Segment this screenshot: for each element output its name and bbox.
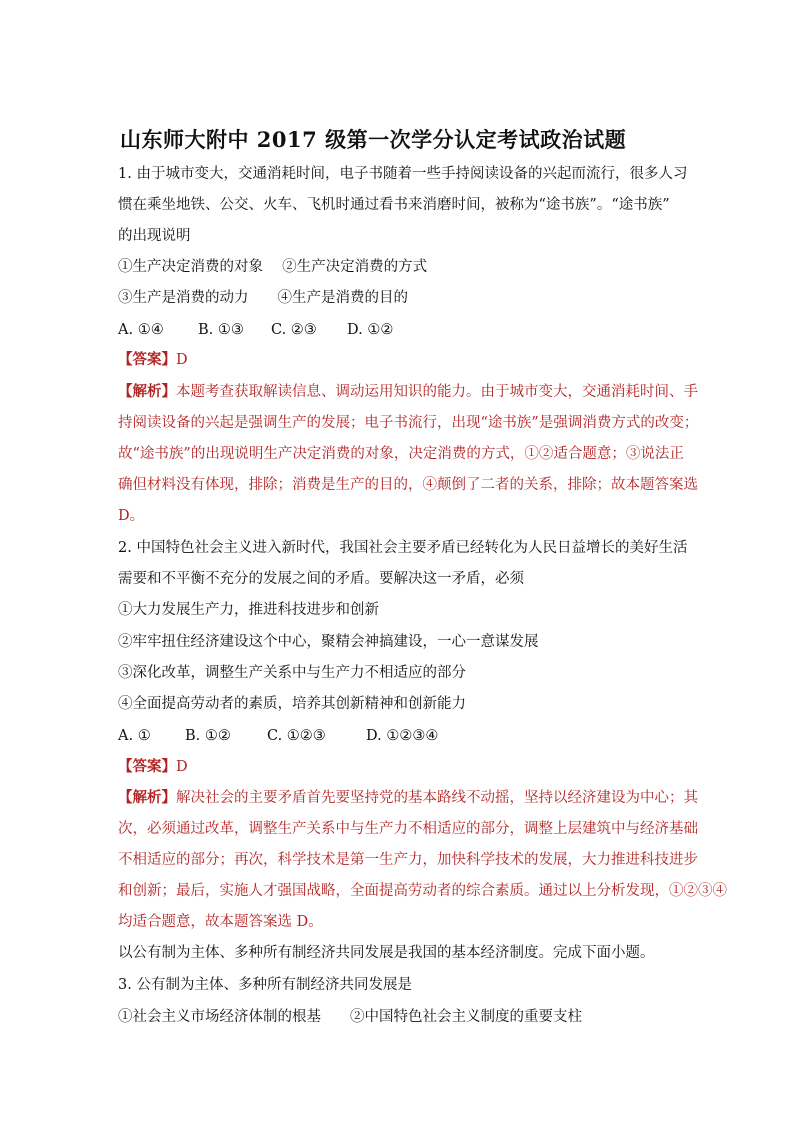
q3-intro: 以公有制为主体、多种所有制经济共同发展是我国的基本经济制度。完成下面小题。 [118,945,655,961]
q2-analysis-line-2: 次，必须通过改革，调整生产关系中与生产力不相适应的部分，调整上层建筑中与经济基础 [118,821,698,837]
q2-item-2: ②牢牢扭住经济建设这个中心，聚精会神搞建设，一心一意谋发展 [118,634,539,650]
q1-analysis-line-1 [118,382,698,402]
q2-item-1: ①大力发展生产力，推进科技进步和创新 [118,602,379,618]
q3-stem: 3. 公有制为主体、多种所有制经济共同发展是 [118,977,412,993]
q2-item-3: ③深化改革，调整生产关系中与生产力不相适应的部分 [118,665,466,681]
q1-analysis-label: 【解析】 [118,383,176,400]
q2-analysis-line-4: 和创新；最后，实施人才强国战略，全面提高劳动者的综合素质。通过以上分析发现，①②③④ [118,883,727,899]
q1-analysis-line-4: 确但材料没有体现，排除；消费是生产的目的，④颠倒了二者的关系，排除；故本题答案选 [118,477,698,493]
q2-analysis-line-1 [118,788,698,808]
q1-option-b: B. ①③ [198,322,244,338]
q2-options [118,726,438,746]
q2-item-4: ④全面提高劳动者的素质，培养其创新精神和创新能力 [118,696,466,712]
q1-item-1: ①生产决定消费的对象 ②生产决定消费的方式 [118,259,428,275]
q1-options [118,320,393,340]
q2-option-b: B. ①② [185,728,231,744]
q2-answer [118,757,188,777]
q2-stem-line-2: 需要和不平衡不充分的发展之间的矛盾。要解决这一矛盾，必须 [118,571,524,587]
q1-option-d: D. ①② [347,322,394,338]
q1-analysis-line-5: D。 [118,508,145,524]
q2-option-c: C. ①②③ [267,728,326,744]
q2-analysis-label: 【解析】 [118,789,176,806]
q1-analysis-text-1: 本题考查获取解读信息、调动运用知识的能力。由于城市变大，交通消耗时间、手 [176,384,698,400]
q1-stem-line-2: 惯在乘坐地铁、公交、火车、飞机时通过看书来消磨时间，被称为“途书族”。“途书族” [118,197,670,213]
q1-option-c: C. ②③ [271,322,317,338]
q2-stem-line-1: 2. 中国特色社会主义进入新时代，我国社会主要矛盾已经转化为人民日益增长的美好生活 [118,540,688,556]
q1-answer-value: D [176,352,188,368]
q1-item-2: ③生产是消费的动力 ④生产是消费的目的 [118,290,408,306]
q2-option-a: A. ① [118,728,151,744]
q2-analysis-line-5: 均适合题意，故本题答案选 D。 [118,914,323,930]
q2-option-d: D. ①②③④ [366,728,439,744]
q1-analysis-line-2: 持阅读设备的兴起是强调生产的发展；电子书流行，出现“途书族”是强调消费方式的改变； [118,415,699,431]
q1-answer-label: 【答案】 [118,351,176,368]
q1-stem-line-3: 的出现说明 [118,228,191,244]
q2-analysis-text-1: 解决社会的主要矛盾首先要坚持党的基本路线不动摇，坚持以经济建设为中心；其 [176,790,698,806]
q1-answer [118,350,188,370]
q2-analysis-line-3: 不相适应的部分；再次，科学技术是第一生产力，加快科学技术的发展，大力推进科技进步 [118,852,698,868]
q1-option-a: A. ①④ [118,322,164,338]
q2-answer-label: 【答案】 [118,758,176,775]
q3-item-1: ①社会主义市场经济体制的根基 ②中国特色社会主义制度的重要支柱 [118,1009,582,1025]
page-title: 山东师大附中 2017 级第一次学分认定考试政治试题 [120,127,627,152]
q1-analysis-line-3: 故“途书族”的出现说明生产决定消费的对象，决定消费的方式，①②适合题意；③说法正 [118,446,684,462]
q1-stem-line-1: 1. 由于城市变大，交通消耗时间，电子书随着一些手持阅读设备的兴起而流行，很多人习 [118,166,688,182]
q2-answer-value: D [176,759,188,775]
